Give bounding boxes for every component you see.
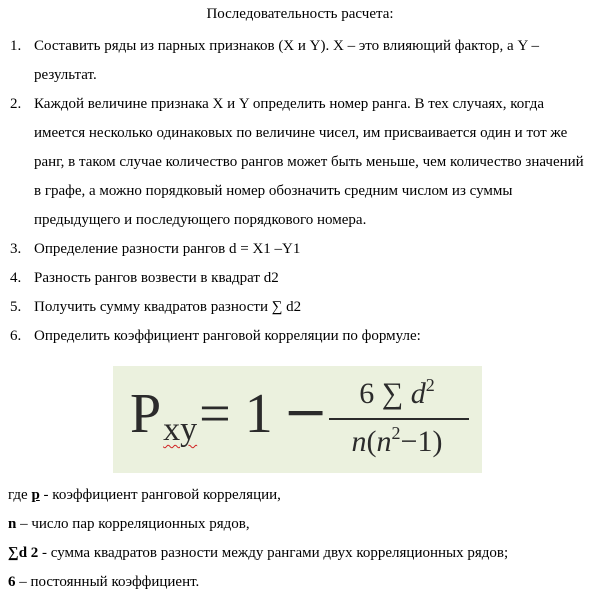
denom-rest: −1) — [400, 425, 443, 458]
step-text: Разность рангов возвести в квадрат d2 — [34, 270, 279, 286]
definition-desc: - сумма квадратов разности между рангами двух корреляционных рядов; — [38, 545, 509, 561]
formula-denominator — [323, 424, 471, 460]
formula-image — [113, 366, 482, 473]
numerator-var: d — [410, 377, 426, 410]
numerator-coef: 6 — [359, 377, 375, 410]
step-number: 1. — [10, 38, 22, 54]
list-item-step-4 — [0, 264, 600, 293]
list-item-definition — [8, 539, 598, 568]
sum-symbol: ∑ — [381, 377, 404, 410]
formula-fraction — [323, 372, 473, 468]
definition-term: 6 — [8, 574, 16, 590]
list-item-step-5 — [0, 293, 600, 322]
step-number: 6. — [10, 328, 22, 344]
page-title: Последовательность расчета: — [206, 6, 394, 22]
denom-n: n — [351, 425, 367, 458]
formula-lhs — [130, 384, 273, 452]
steps-list — [0, 32, 600, 351]
numerator-exp: 2 — [425, 375, 435, 395]
definition-term: n — [8, 516, 17, 532]
formula-minus: − — [283, 380, 329, 443]
step-number: 4. — [10, 270, 22, 286]
step-text: Определить коэффициент ранговой корреляции по формуле: — [34, 328, 421, 344]
formula-numerator — [323, 376, 471, 412]
definitions-list — [8, 481, 598, 597]
denom-inner-n: n — [376, 425, 392, 458]
definition-term: ∑d 2 — [8, 545, 39, 561]
list-item-step-1 — [0, 32, 600, 90]
step-text: Составить ряды из парных признаков (X и Y). X – это влияющий фактор, а Y – результат. — [34, 38, 539, 83]
fraction-line — [329, 418, 469, 420]
step-text: Каждой величине признака X и Y определить номер ранга. В тех случаях, когда имеется несколько одинаковых по величине чисел, им присваивается один и тот же ранг, в таком случае количество рангов может быть меньше, чем количество значений в графе, а можно порядковый номер обозначить средним числом из суммы предыдущего и последующего порядкового номера. — [34, 96, 584, 228]
definition-prefix: где — [8, 487, 32, 503]
formula-symbol: Р — [130, 383, 162, 445]
step-number: 5. — [10, 299, 22, 315]
step-number: 2. — [10, 96, 22, 112]
formula-subscript: xy — [163, 411, 198, 448]
definition-term: р — [31, 487, 40, 503]
list-item-definition — [8, 481, 598, 510]
definition-desc: - коэффициент ранговой корреляции, — [39, 487, 281, 503]
list-item-definition — [8, 568, 598, 597]
formula-equals-one: = 1 — [199, 383, 273, 445]
denom-open: ( — [366, 425, 377, 458]
list-item-definition — [8, 510, 598, 539]
denom-exp: 2 — [391, 423, 401, 443]
step-number: 3. — [10, 241, 22, 257]
definition-desc: – постоянный коэффициент. — [15, 574, 200, 590]
list-item-step-6 — [0, 322, 600, 351]
step-text: Получить сумму квадратов разности ∑ d2 — [34, 299, 302, 315]
definition-desc: – число пар корреляционных рядов, — [16, 516, 250, 532]
list-item-step-2 — [0, 90, 600, 235]
list-item-step-3 — [0, 235, 600, 264]
step-text: Определение разности рангов d = X1 –Y1 — [34, 241, 301, 257]
